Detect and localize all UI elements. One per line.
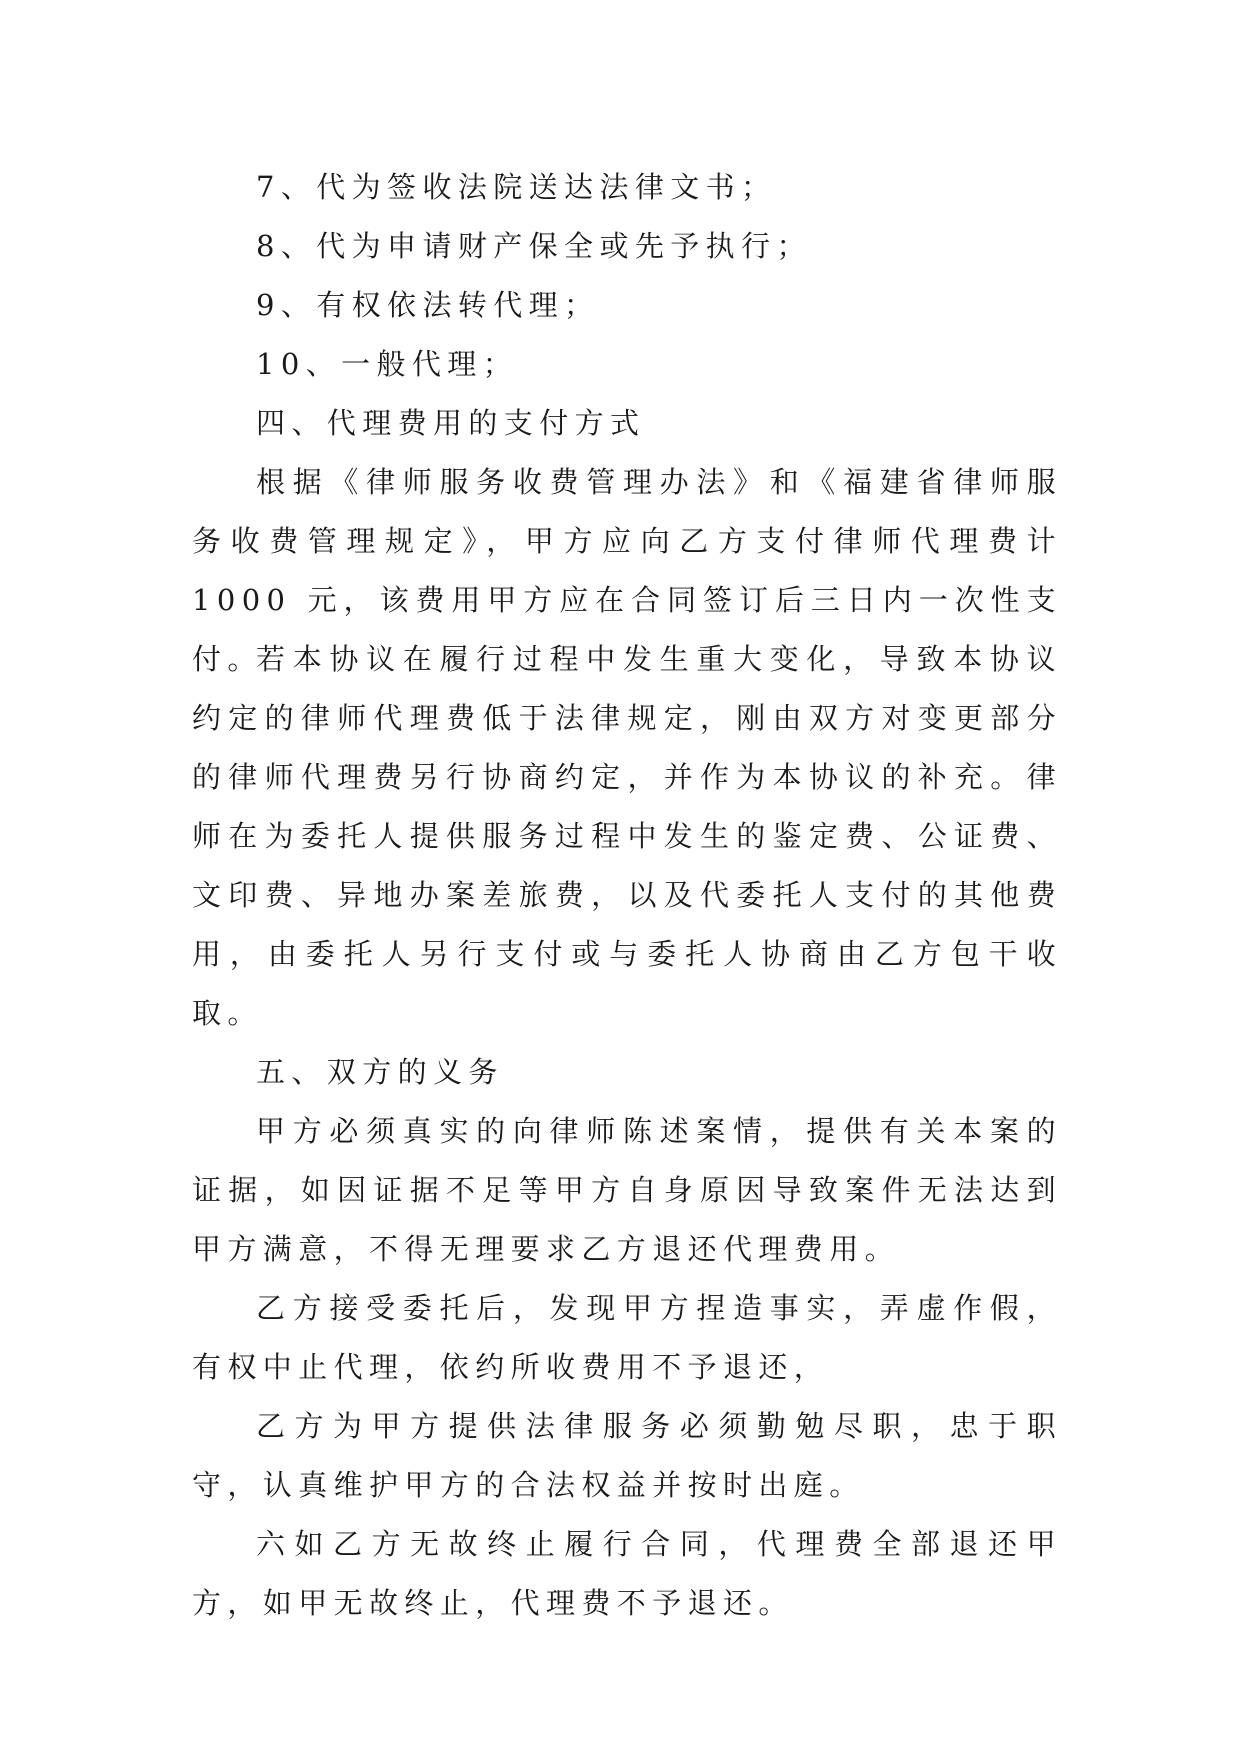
party-b-termination-paragraph: 乙方接受委托后，发现甲方捏造事实，弄虚作假，有权中止代理，依约所收费用不予退还， [192, 1291, 1062, 1384]
section-heading-payment: 四、代理费用的支付方式 [256, 406, 646, 440]
party-a-duty-paragraph: 甲方必须真实的向律师陈述案情，提供有关本案的证据，如因证据不足等甲方自身原因导致案件无法达到甲方满意，不得无理要求乙方退还代理费用。 [192, 1114, 1062, 1266]
clause-8: 8、代为申请财产保全或先予执行； [256, 229, 812, 263]
termination-paragraph: 六如乙方无故终止履行合同，代理费全部退还甲方，如甲无故终止，代理费不予退还。 [192, 1527, 1062, 1620]
clause-7: 7、代为签收法院送达法律文书； [256, 170, 777, 204]
clause-9: 9、有权依法转代理； [256, 288, 600, 322]
clause-10: 10、一般代理； [256, 347, 519, 381]
party-b-duty-paragraph: 乙方为甲方提供法律服务必须勤勉尽职，忠于职守，认真维护甲方的合法权益并按时出庭。 [192, 1409, 1062, 1502]
payment-paragraph: 根据《律师服务收费管理办法》和《福建省律师服务收费管理规定》，甲方应向乙方支付律师代理费计 1000 元，该费用甲方应在合同签订后三日内一次性支付。 [192, 465, 1062, 676]
change-paragraph: 若本协议在履行过程中发生重大变化，导致本协议约定的律师代理费低于法律规定，刚由双方对变更部分的律师代理费另行协商约定，并作为本协议的补充。律师在为委托人提供服务过程中发生的鉴定费、公证费、文印费、异地办案差旅费，以及代委托人支付的其他费用，由委托人另行支付或与委托人协商由乙方包干收取。 [192, 642, 1062, 1030]
section-heading-duties: 五、双方的义务 [256, 1055, 504, 1089]
